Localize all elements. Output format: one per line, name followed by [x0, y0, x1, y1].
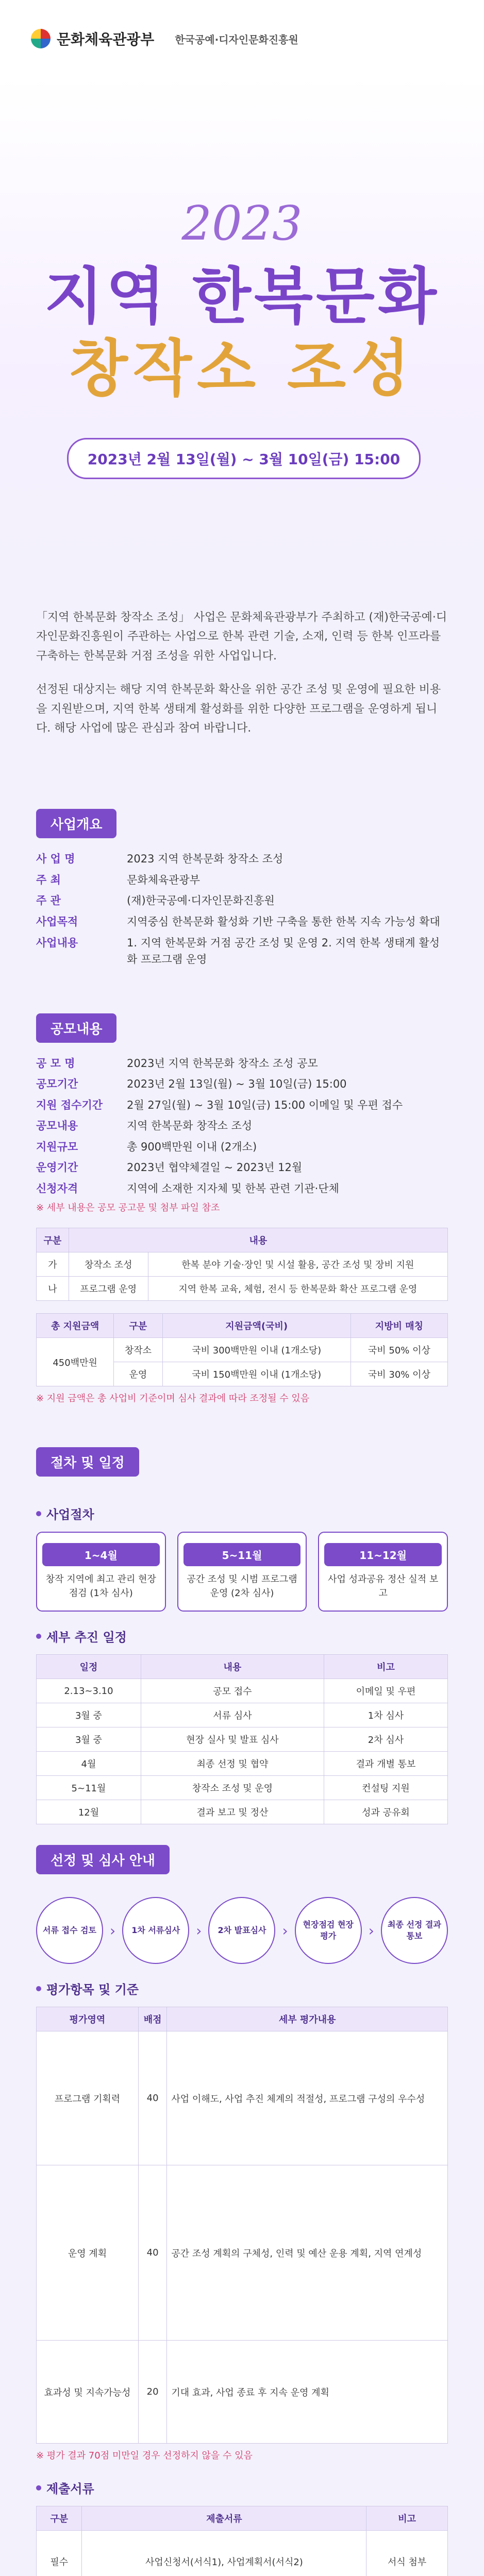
hero-title-line2: 창작소 조성 [69, 333, 415, 404]
table-row: 가 창작소 조성 한복 분야 기술·장인 및 시설 활용, 공간 조성 및 장비 지원 [37, 1252, 448, 1277]
notice-note: ※ 세부 내용은 공모 공고문 및 첨부 파일 참조 [36, 1202, 220, 1214]
sub-title: 사업절차 [36, 1504, 448, 1522]
kv-row: 공모기간 2023년 2월 13일(월) ~ 3월 10일(금) 15:00 [36, 1078, 347, 1091]
bullet-icon [36, 2485, 41, 2490]
criteria-note: ※ 평가 결과 70점 미만일 경우 선정하지 않을 수 있음 [36, 2450, 253, 2462]
flow-node: 최종 선정 결과 통보 [381, 1897, 448, 1964]
process-step: 1~4월 창작 지역에 최고 관리 현장점검 (1차 심사) [36, 1532, 166, 1612]
table-row: 3월 중 현장 실사 및 발표 심사 2차 심사 [37, 1727, 448, 1752]
sub-title: 세부 추진 일정 [36, 1627, 448, 1645]
schedule-table: 일정 내용 비고 2.13~3.10 공모 접수 이메일 및 우편 3월 중 서류 심사 1차 심사 3월 중 현장 실사 및 발표 심사 2차 심사 4월 최종 선정 및 협약 결과 개별 통보 5~11월 창작소 조성 및 운영 컨설팅 지원 12월 결과 보고 및 정산 성과 공유회 [36, 1654, 448, 1824]
table-row: 450백만원 창작소 국비 300백만원 이내 (1개소당) 국비 50% 이상 [37, 1338, 448, 1362]
kv-row: 공모내용 지역 한복문화 창작소 조성 [36, 1120, 253, 1132]
bullet-icon [36, 1634, 41, 1639]
intro-paragraph: 「지역 한복문화 창작소 조성」 사업은 문화체육관광부가 주최하고 (재)한국공예·디자인문화진흥원이 주관하는 사업으로 한복 관련 기술, 소재, 인력 등 한복 인프라를 구축하는 한복문화 거점 조성을 위한 사업입니다. [36, 611, 447, 663]
arrow-right-icon: › [368, 1922, 374, 1939]
budget-note: ※ 지원 금액은 총 사업비 기준이며 심사 결과에 따라 조정될 수 있음 [36, 1393, 310, 1404]
table-row: 5~11월 창작소 조성 및 운영 컨설팅 지원 [37, 1776, 448, 1800]
hero-title-line1: 지역 한복문화 [44, 261, 440, 332]
kv-row: 사 업 명 2023 지역 한복문화 창작소 조성 [36, 853, 283, 866]
process-step: 5~11월 공간 조성 및 시범 프로그램 운영 (2차 심사) [177, 1532, 307, 1612]
process-steps [36, 1532, 448, 1612]
section-title: 절차 및 일정 [36, 1447, 139, 1477]
process-section [0, 1411, 484, 2576]
hero-year: 2023 [181, 196, 303, 251]
table-row: 3월 중 서류 심사 1차 심사 [37, 1703, 448, 1727]
kv-row: 공 모 명 2023년 지역 한복문화 창작소 조성 공모 [36, 1057, 318, 1070]
table-row: 효과성 및 지속가능성 20 기대 효과, 사업 종료 후 지속 운영 계획 [37, 2341, 448, 2444]
table-row: 필수 사업신청서(서식1), 사업계획서(서식2) 서식 첨부 [37, 2531, 448, 2576]
ministry-emblem-icon [31, 29, 51, 48]
table-row: 나 프로그램 운영 지역 한복 교육, 체험, 전시 등 한복문화 확산 프로그램 운영 [37, 1277, 448, 1301]
flow-node: 현장점검 현장 평가 [295, 1897, 362, 1964]
overview-list [36, 851, 448, 968]
budget-table: 총 지원금액 구분 지원금액(국비) 지방비 매칭 450백만원 창작소 국비 300백만원 이내 (1개소당) 국비 50% 이상 운영 국비 150백만원 이내 (1개소당) 국비 30% 이상 [36, 1313, 448, 1386]
selection-flow [36, 1897, 448, 1964]
flow-node: 2차 발표심사 [208, 1897, 275, 1964]
table-row: 12월 결과 보고 및 정산 성과 공유회 [37, 1800, 448, 1824]
table-row: 프로그램 기획력 40 사업 이해도, 사업 추진 체계의 적절성, 프로그램 구성의 우수성 [37, 2031, 448, 2165]
flow-node: 1차 서류심사 [122, 1897, 189, 1964]
flow-node: 서류 접수 검토 [36, 1897, 103, 1964]
kv-row: 신청자격 지역에 소재한 지자체 및 한복 관련 기관·단체 [36, 1182, 339, 1195]
arrow-right-icon: › [282, 1922, 288, 1939]
table-row: 운영 국비 150백만원 이내 (1개소당) 국비 30% 이상 [37, 1362, 448, 1386]
process-step: 11~12월 사업 성과공유 정산 실적 보고 [318, 1532, 448, 1612]
kv-row: 주 관 (재)한국공예·디자인문화진흥원 [36, 894, 275, 907]
kv-row: 사업내용 1. 지역 한복문화 거점 공간 조성 및 운영 2. 지역 한복 생태계 활성화 프로그램 운영 [36, 936, 440, 966]
kcdf-name: 한국공예·디자인문화진흥원 [175, 33, 298, 46]
arrow-right-icon: › [110, 1922, 116, 1939]
overview-section [0, 773, 484, 977]
kv-row: 지원규모 총 900백만원 이내 (2개소) [36, 1140, 257, 1153]
kv-row: 주 최 문화체육관광부 [36, 873, 201, 886]
kcdf-logo [175, 31, 298, 46]
table-row: 2.13~3.10 공모 접수 이메일 및 우편 [37, 1679, 448, 1703]
notice-section [0, 977, 484, 1412]
bullet-icon [36, 1986, 41, 1991]
hero [0, 77, 484, 567]
category-table: 구분 내용 가 창작소 조성 한복 분야 기술·장인 및 시설 활용, 공간 조성 및 장비 지원 나 프로그램 운영 지역 한복 교육, 체험, 전시 등 한복문화 확산 프로그램 운영 [36, 1228, 448, 1301]
arrow-right-icon: › [196, 1922, 202, 1939]
kv-row: 운영기간 2023년 협약체결일 ~ 2023년 12월 [36, 1161, 303, 1174]
notice-list [36, 1055, 448, 1197]
intro [0, 567, 484, 773]
hero-period: 2023년 2월 13일(월) ~ 3월 10일(금) 15:00 [67, 438, 421, 479]
section-title: 사업개요 [36, 809, 116, 838]
documents-table: 구분 제출서류 비고 필수 사업신청서(서식1), 사업계획서(서식2) 서식 첨부 [36, 2506, 448, 2576]
section-title: 선정 및 심사 안내 [36, 1845, 170, 1874]
table-row: 4월 최종 선정 및 협약 결과 개별 통보 [37, 1752, 448, 1776]
section-title: 공모내용 [36, 1013, 116, 1043]
table-row: 운영 계획 40 공간 조성 계획의 구체성, 인력 및 예산 운용 계획, 지역 연계성 [37, 2165, 448, 2341]
criteria-table: 평가영역 배점 세부 평가내용 프로그램 기획력 40 사업 이해도, 사업 추진 체계의 적절성, 프로그램 구성의 우수성 운영 계획 40 공간 조성 계획의 구체성, 인력 및 예산 운용 계획, 지역 연계성 효과성 및 지속가능성 20 기대 효과, 사업 종료 후 지속 운영 계획 [36, 2007, 448, 2444]
kv-row: 사업목적 지역중심 한복문화 활성화 기반 구축을 통한 한복 지속 가능성 확대 [36, 915, 440, 928]
kv-row: 지원 접수기간 2월 27일(월) ~ 3월 10일(금) 15:00 이메일 및 우편 접수 [36, 1098, 403, 1111]
sub-title: 평가항목 및 기준 [36, 1979, 448, 1997]
sub-title: 제출서류 [36, 2479, 448, 2497]
ministry-logo [31, 28, 154, 49]
bullet-icon [36, 1511, 41, 1516]
ministry-name: 문화체육관광부 [57, 31, 155, 48]
header [0, 0, 484, 77]
intro-paragraph: 선정된 대상지는 해당 지역 한복문화 확산을 위한 공간 조성 및 운영에 필요한 비용을 지원받으며, 지역 한복 생태계 활성화를 위한 다양한 프로그램을 운영하게 됩니다. 해당 사업에 많은 관심과 참여 바랍니다. [36, 683, 441, 735]
